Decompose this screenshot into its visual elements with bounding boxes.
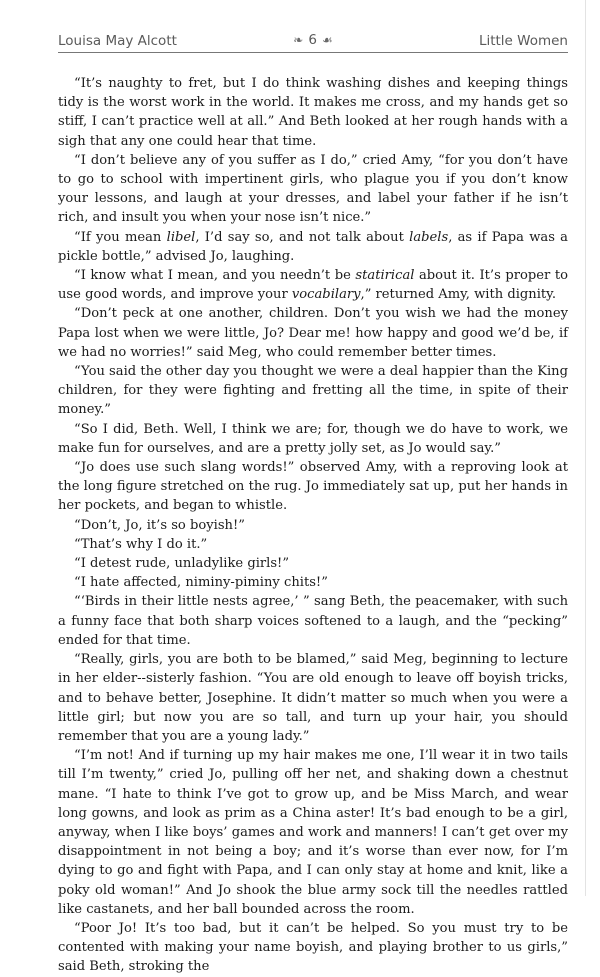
header-author: Louisa May Alcott bbox=[58, 33, 177, 49]
text-run: “I’m not! And if turning up my hair makes me one, I’ll wear it in two tails till I’m twenty,” cried Jo, pulling off her net, and shaking down a chestnut mane. “I hate to think I’ve got to grow up, and be Miss March, and wear long gowns, and look as prim as a China aster! It’s bad enough to be a girl, anyway, when I like boys’ games and work and manners! I can’t get over my disappointment in not being a boy; and it’s worse than ever now, for I’m dying to go and fight with Papa, and I can only stay at home and knit, like a poky old woman!” And Jo shook the blue army sock till the needles rattled like castanets, and her ball bounded across the room. bbox=[58, 748, 568, 917]
paragraph bbox=[58, 266, 568, 304]
text-run: “So I did, Beth. Well, I think we are; for, though we do have to work, we make fun for ourselves, and are a pretty jolly set, as Jo would say.” bbox=[58, 421, 568, 456]
text-run: , I’d say so, and not talk about bbox=[195, 229, 410, 245]
header-book-title: Little Women bbox=[478, 33, 568, 49]
text-run: “If you mean bbox=[74, 229, 167, 245]
paragraph bbox=[58, 592, 568, 650]
italic-text: labels bbox=[409, 229, 449, 245]
paragraph bbox=[58, 362, 568, 420]
text-run: “It’s naughty to fret, but I do think washing dishes and keeping things tidy is the worst work in the world. It makes me cross, and my hands get so stiff, I can’t practice well at all.” And Beth looked at her rough hands with a sigh that any one could hear that time. bbox=[58, 76, 568, 149]
text-run: , as if Papa was a pickle bottle,” advised Jo, laughing. bbox=[58, 229, 568, 264]
text-run: “Really, girls, you are both to be blamed,” said Meg, beginning to lecture in her elder--sisterly fashion. “You are old enough to leave off boyish tricks, and to behave better, Josephine. It didn’t matter so much when you were a little girl; but now you are so tall, and turn up your hair, you should remember that you are a young lady.” bbox=[58, 652, 568, 744]
paragraph bbox=[58, 919, 568, 977]
text-run: “I know what I mean, and you needn’t be bbox=[74, 268, 356, 284]
paragraph bbox=[58, 650, 568, 746]
ornament-right-icon: ☙ bbox=[321, 33, 333, 47]
page-number: 6 bbox=[308, 32, 317, 48]
text-run: “I detest rude, unladylike girls!” bbox=[74, 556, 290, 572]
text-run: “I hate affected, niminy-piminy chits!” bbox=[74, 575, 328, 591]
text-run: “You said the other day you thought we were a deal happier than the King children, for they were fighting and fretting all the time, in spite of their money.” bbox=[58, 364, 568, 418]
page-number-group bbox=[293, 32, 332, 48]
paragraph bbox=[58, 458, 568, 516]
running-header bbox=[58, 30, 568, 53]
ornament-left-icon: ❧ bbox=[293, 33, 304, 47]
text-run: “I don’t believe any of you suffer as I do,” cried Amy, “for you don’t have to go to school with impertinent girls, who plague you if you don’t know your lessons, and laugh at your dresses, and label your father if he isn’t rich, and insult you when your nose isn’t nice.” bbox=[58, 152, 568, 226]
page-edge bbox=[585, 0, 586, 896]
text-run: “Poor Jo! It’s too bad, but it can’t be helped. So you must try to be contented with making your name boyish, and playing brother to us girls,” said Beth, stroking the bbox=[58, 920, 568, 975]
text-run: about it. It’s proper to use good words, and improve your bbox=[58, 268, 568, 303]
italic-text: libel bbox=[166, 229, 196, 245]
paragraph bbox=[58, 746, 568, 919]
text-run: “‘Birds in their little nests agree,’ ” sang Beth, the peacemaker, with such a funny face that both sharp voices softened to a laugh, and the “pecking” ended for that time. bbox=[58, 594, 568, 648]
paragraph bbox=[58, 420, 568, 458]
body-text bbox=[58, 74, 568, 977]
text-run: “That’s why I do it.” bbox=[74, 536, 208, 552]
paragraph bbox=[58, 573, 568, 592]
paragraph bbox=[58, 535, 568, 554]
text-run: “Don’t, Jo, it’s so boyish!” bbox=[74, 517, 245, 533]
text-run: “Don’t peck at one another, children. Don’t you wish we had the money Papa lost when we were little, Jo? Dear me! how happy and good we’d be, if we had no worries!” said Meg, who could remember better times. bbox=[58, 306, 568, 360]
paragraph bbox=[58, 554, 568, 573]
paragraph bbox=[58, 516, 568, 535]
italic-text: statirical bbox=[355, 268, 415, 284]
paragraph bbox=[58, 74, 568, 151]
paragraph bbox=[58, 228, 568, 266]
paragraph bbox=[58, 151, 568, 228]
italic-text: vocabilary bbox=[291, 287, 361, 303]
text-run: ,” returned Amy, with dignity. bbox=[360, 287, 556, 303]
text-run: “Jo does use such slang words!” observed Amy, with a reproving look at the long figure stretched on the rug. Jo immediately sat up, put her hands in her pockets, and began to whistle. bbox=[58, 460, 568, 514]
paragraph bbox=[58, 304, 568, 362]
